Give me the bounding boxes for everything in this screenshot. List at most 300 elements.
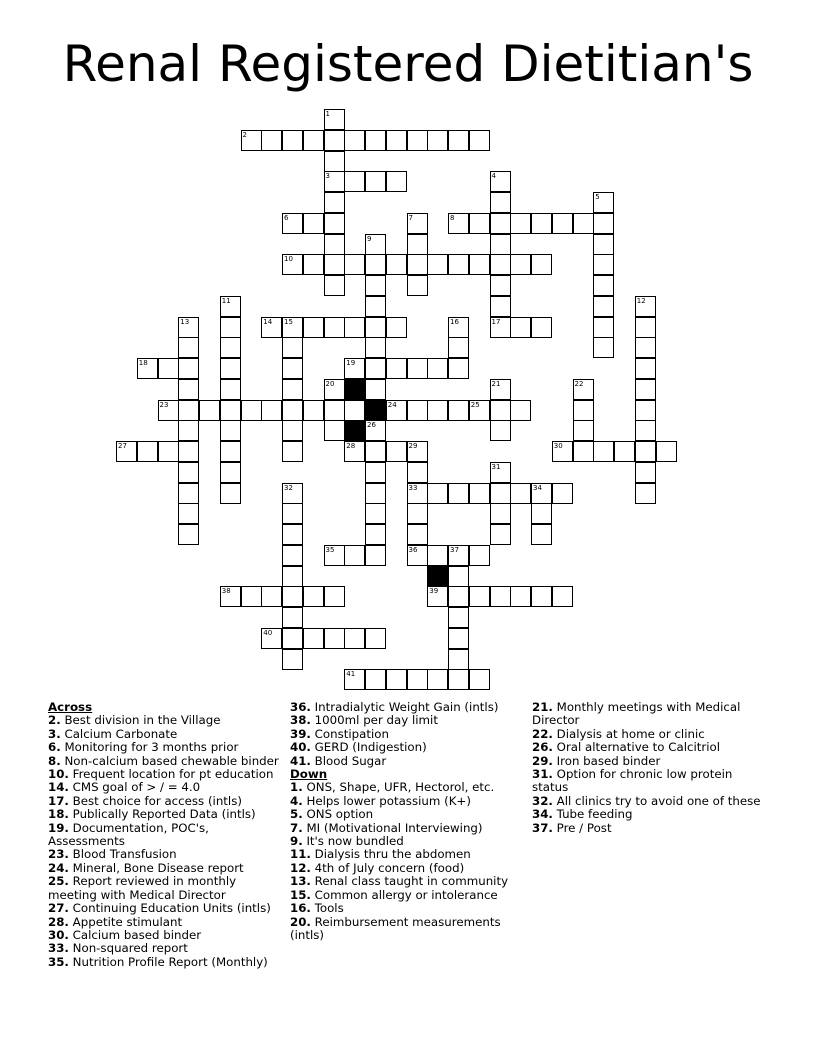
grid-cell[interactable] — [573, 213, 594, 234]
grid-cell[interactable] — [365, 317, 386, 338]
clue-number: 19 — [346, 359, 356, 367]
clue-number: 3 — [325, 172, 330, 181]
clue-number: 27 — [118, 442, 127, 450]
grid-cell[interactable] — [324, 420, 345, 441]
grid-cell[interactable] — [552, 586, 573, 607]
grid-cell[interactable] — [552, 213, 573, 234]
grid-cell[interactable] — [220, 441, 241, 462]
grid-cell[interactable] — [635, 462, 656, 483]
grid-cell[interactable] — [407, 358, 428, 379]
grid-cell[interactable] — [510, 586, 531, 607]
clue-item-text: Iron based binder — [552, 753, 661, 768]
grid-cell[interactable] — [407, 441, 428, 462]
grid-cell[interactable] — [261, 130, 282, 151]
grid-cell[interactable] — [448, 130, 469, 151]
grid-cell[interactable] — [531, 213, 552, 234]
grid-cell[interactable] — [448, 213, 469, 234]
clue-number: 41 — [346, 670, 356, 679]
grid-cell[interactable] — [324, 234, 345, 255]
clue-item-text: Monitoring for 3 months prior — [60, 740, 239, 755]
clue-number: 32 — [284, 483, 293, 492]
grid-cell[interactable] — [303, 130, 324, 151]
clue-item-number: 17. — [48, 793, 69, 808]
grid-cell[interactable] — [635, 337, 656, 358]
grid-cell[interactable] — [324, 109, 345, 130]
grid-cell[interactable] — [448, 607, 469, 628]
grid-cell[interactable] — [365, 462, 386, 483]
grid-cell[interactable] — [407, 275, 428, 296]
clue-number: 14 — [263, 317, 273, 326]
clue-item-number: 30. — [48, 927, 69, 942]
grid-cell[interactable] — [324, 213, 345, 234]
grid-cell[interactable] — [593, 192, 614, 213]
grid-cell[interactable] — [324, 254, 345, 275]
grid-cell[interactable] — [261, 400, 282, 421]
clue-number: 21 — [491, 379, 501, 388]
clue-item-number: 3. — [48, 726, 61, 741]
grid-cell[interactable] — [469, 483, 490, 504]
grid-cell[interactable] — [490, 400, 511, 421]
grid-cell[interactable] — [635, 400, 656, 421]
grid-cell[interactable] — [386, 254, 407, 275]
clue-item — [290, 835, 526, 848]
clue-column-3 — [532, 701, 772, 835]
clue-item-text: Common allergy or intolerance — [310, 887, 498, 902]
grid-cell[interactable] — [344, 317, 365, 338]
grid-cell[interactable] — [635, 379, 656, 400]
clue-item — [48, 781, 282, 794]
grid-cell[interactable] — [261, 586, 282, 607]
grid-cell[interactable] — [324, 628, 345, 649]
grid-cell[interactable] — [365, 171, 386, 192]
clue-item-number: 15. — [290, 887, 311, 902]
clue-item — [290, 728, 526, 741]
grid-cell[interactable] — [116, 441, 137, 462]
clue-item-text: Non-calcium based chewable binder — [60, 753, 279, 768]
grid-cell[interactable] — [531, 524, 552, 545]
grid-cell[interactable] — [220, 296, 241, 317]
grid-cell[interactable] — [593, 275, 614, 296]
grid-cell[interactable] — [593, 234, 614, 255]
grid-cell[interactable] — [178, 483, 199, 504]
clue-item — [48, 848, 282, 861]
grid-cell[interactable] — [593, 296, 614, 317]
clue-item — [532, 795, 772, 808]
grid-cell[interactable] — [490, 171, 511, 192]
grid-cell[interactable] — [282, 649, 303, 670]
clue-item-text: All clinics try to avoid one of these — [552, 793, 761, 808]
clue-number: 38 — [221, 587, 231, 596]
grid-cell[interactable] — [158, 358, 179, 379]
clue-item-number: 27. — [48, 901, 69, 916]
grid-cell[interactable] — [531, 503, 552, 524]
clue-item-text: GERD (Indigestion) — [310, 740, 427, 755]
grid-cell[interactable] — [365, 254, 386, 275]
clue-item — [48, 768, 282, 781]
clue-item-text: Continuing Education Units (intls) — [68, 901, 271, 916]
grid-cell[interactable] — [344, 171, 365, 192]
grid-cell[interactable] — [324, 275, 345, 296]
grid-cell[interactable] — [407, 130, 428, 151]
grid-cell[interactable] — [178, 420, 199, 441]
grid-cell[interactable] — [552, 441, 573, 462]
clue-item-number: 32. — [532, 793, 553, 808]
clue-item-text: It's now bundled — [302, 834, 404, 849]
grid-cell[interactable] — [427, 586, 448, 607]
grid-cell[interactable] — [427, 254, 448, 275]
grid-cell[interactable] — [510, 400, 531, 421]
grid-cell[interactable] — [490, 524, 511, 545]
grid-cell[interactable] — [469, 130, 490, 151]
grid-cell[interactable] — [303, 254, 324, 275]
grid-cell[interactable] — [178, 462, 199, 483]
grid-cell[interactable] — [365, 296, 386, 317]
clue-number: 26 — [367, 421, 376, 430]
grid-cell[interactable] — [448, 337, 469, 358]
clue-item-number: 41. — [290, 753, 311, 768]
grid-cell[interactable] — [386, 171, 407, 192]
grid-cell[interactable] — [448, 483, 469, 504]
grid-cell[interactable] — [448, 400, 469, 421]
grid-cell[interactable] — [324, 171, 345, 192]
black-cell — [427, 566, 448, 587]
grid-cell[interactable] — [303, 628, 324, 649]
grid-cell[interactable] — [448, 358, 469, 379]
clue-item-text: CMS goal of > / = 4.0 — [68, 780, 201, 795]
clue-number: 30 — [553, 442, 563, 450]
grid-cell[interactable] — [427, 358, 448, 379]
grid-cell[interactable] — [448, 586, 469, 607]
grid-cell[interactable] — [427, 130, 448, 151]
clue-number: 36 — [408, 545, 418, 554]
grid-cell[interactable] — [365, 628, 386, 649]
clue-item-text: Frequent location for pt education — [68, 767, 274, 782]
grid-cell[interactable] — [386, 669, 407, 690]
grid-cell[interactable] — [510, 483, 531, 504]
grid-cell[interactable] — [282, 130, 303, 151]
grid-cell[interactable] — [448, 669, 469, 690]
clue-section-heading: Across — [48, 700, 93, 714]
grid-cell[interactable] — [282, 628, 303, 649]
grid-cell[interactable] — [178, 337, 199, 358]
clue-item-number: 1. — [290, 780, 303, 795]
grid-cell[interactable] — [407, 254, 428, 275]
grid-cell[interactable] — [490, 483, 511, 504]
clue-item-text: Dialysis at home or clinic — [552, 726, 705, 741]
grid-cell[interactable] — [490, 296, 511, 317]
clue-item-text: Blood Transfusion — [68, 847, 177, 862]
grid-cell[interactable] — [261, 628, 282, 649]
grid-cell[interactable] — [635, 441, 656, 462]
grid-cell[interactable] — [407, 483, 428, 504]
grid-cell[interactable] — [324, 192, 345, 213]
grid-cell[interactable] — [365, 420, 386, 441]
grid-cell[interactable] — [448, 628, 469, 649]
clue-number: 34 — [533, 483, 542, 492]
clue-item — [48, 916, 282, 929]
grid-cell[interactable] — [324, 317, 345, 338]
grid-cell[interactable] — [407, 524, 428, 545]
grid-cell[interactable] — [282, 400, 303, 421]
grid-cell[interactable] — [178, 379, 199, 400]
grid-cell[interactable] — [490, 503, 511, 524]
clue-item-text: ONS, Shape, UFR, Hectorol, etc. — [302, 780, 495, 795]
grid-cell[interactable] — [282, 524, 303, 545]
grid-cell[interactable] — [178, 441, 199, 462]
grid-cell[interactable] — [220, 337, 241, 358]
grid-cell[interactable] — [282, 586, 303, 607]
clue-item-text: Option for chronic low protein status — [532, 767, 733, 795]
clue-item-text: Appetite stimulant — [68, 914, 183, 929]
grid-cell[interactable] — [573, 420, 594, 441]
grid-cell[interactable] — [178, 400, 199, 421]
clue-number: 10 — [284, 255, 293, 264]
clue-item — [290, 741, 526, 754]
grid-cell[interactable] — [282, 420, 303, 441]
grid-cell[interactable] — [490, 234, 511, 255]
grid-cell[interactable] — [386, 400, 407, 421]
grid-cell[interactable] — [510, 317, 531, 338]
grid-cell[interactable] — [282, 337, 303, 358]
grid-cell[interactable] — [344, 254, 365, 275]
grid-cell[interactable] — [178, 524, 199, 545]
grid-cell[interactable] — [344, 628, 365, 649]
clue-item-text: Report reviewed in monthly meeting with Medical Director — [48, 874, 237, 902]
grid-cell[interactable] — [261, 317, 282, 338]
grid-cell[interactable] — [593, 317, 614, 338]
grid-cell[interactable] — [448, 545, 469, 566]
clue-item-number: 11. — [290, 847, 311, 862]
grid-cell[interactable] — [365, 669, 386, 690]
grid-cell[interactable] — [344, 130, 365, 151]
grid-cell[interactable] — [427, 400, 448, 421]
grid-cell[interactable] — [282, 545, 303, 566]
grid-cell[interactable] — [635, 358, 656, 379]
grid-cell[interactable] — [324, 151, 345, 172]
clue-item-text: 1000ml per day limit — [310, 713, 438, 728]
grid-cell[interactable] — [324, 130, 345, 151]
grid-cell[interactable] — [490, 586, 511, 607]
grid-cell[interactable] — [365, 337, 386, 358]
grid-cell[interactable] — [344, 441, 365, 462]
clue-item-text: Blood Sugar — [310, 753, 387, 768]
grid-cell[interactable] — [282, 317, 303, 338]
grid-cell[interactable] — [531, 254, 552, 275]
grid-cell[interactable] — [241, 130, 262, 151]
grid-cell[interactable] — [282, 566, 303, 587]
grid-cell[interactable] — [241, 400, 262, 421]
grid-cell[interactable] — [448, 317, 469, 338]
grid-cell[interactable] — [386, 441, 407, 462]
grid-cell[interactable] — [303, 586, 324, 607]
grid-cell[interactable] — [407, 503, 428, 524]
clue-item-number: 34. — [532, 807, 553, 822]
grid-cell[interactable] — [220, 462, 241, 483]
grid-cell[interactable] — [282, 607, 303, 628]
grid-cell[interactable] — [469, 545, 490, 566]
grid-cell[interactable] — [469, 254, 490, 275]
grid-cell[interactable] — [303, 213, 324, 234]
clue-item — [48, 875, 282, 902]
clue-item-number: 36. — [290, 700, 311, 714]
grid-cell[interactable] — [303, 317, 324, 338]
clue-item — [532, 741, 772, 754]
grid-cell[interactable] — [365, 275, 386, 296]
clue-number: 31 — [491, 462, 501, 471]
grid-cell[interactable] — [324, 586, 345, 607]
grid-cell[interactable] — [344, 669, 365, 690]
grid-cell[interactable] — [344, 358, 365, 379]
grid-cell[interactable] — [178, 503, 199, 524]
grid-cell[interactable] — [324, 400, 345, 421]
grid-cell[interactable] — [635, 317, 656, 338]
grid-cell[interactable] — [282, 503, 303, 524]
grid-cell[interactable] — [220, 317, 241, 338]
grid-cell[interactable] — [282, 441, 303, 462]
grid-cell[interactable] — [448, 254, 469, 275]
grid-cell[interactable] — [365, 358, 386, 379]
grid-cell[interactable] — [324, 379, 345, 400]
grid-cell[interactable] — [137, 358, 158, 379]
grid-cell[interactable] — [220, 586, 241, 607]
grid-cell[interactable] — [469, 669, 490, 690]
grid-cell[interactable] — [510, 254, 531, 275]
grid-cell[interactable] — [490, 254, 511, 275]
grid-cell[interactable] — [365, 545, 386, 566]
grid-cell[interactable] — [282, 379, 303, 400]
clue-item-text: Monthly meetings with Medical Director — [532, 700, 741, 728]
grid-cell[interactable] — [490, 379, 511, 400]
grid-cell[interactable] — [469, 213, 490, 234]
clue-item — [290, 848, 526, 861]
grid-cell[interactable] — [490, 192, 511, 213]
grid-cell[interactable] — [386, 130, 407, 151]
grid-cell[interactable] — [324, 545, 345, 566]
clue-item — [290, 701, 526, 714]
clue-item-text: Dialysis thru the abdomen — [310, 847, 471, 862]
clue-number: 9 — [367, 234, 372, 243]
grid-cell[interactable] — [593, 213, 614, 234]
grid-cell[interactable] — [158, 441, 179, 462]
grid-cell[interactable] — [573, 400, 594, 421]
grid-cell[interactable] — [365, 524, 386, 545]
grid-cell[interactable] — [469, 400, 490, 421]
clue-item-number: 2. — [48, 713, 61, 728]
grid-cell[interactable] — [178, 358, 199, 379]
grid-cell[interactable] — [365, 130, 386, 151]
grid-cell[interactable] — [220, 358, 241, 379]
clue-item — [290, 808, 526, 821]
grid-cell[interactable] — [531, 586, 552, 607]
grid-cell[interactable] — [137, 441, 158, 462]
clue-number: 37 — [450, 545, 459, 554]
grid-cell[interactable] — [490, 420, 511, 441]
grid-cell[interactable] — [365, 483, 386, 504]
grid-cell[interactable] — [344, 545, 365, 566]
grid-cell[interactable] — [220, 420, 241, 441]
grid-cell[interactable] — [282, 358, 303, 379]
grid-cell[interactable] — [531, 483, 552, 504]
clue-item — [290, 862, 526, 875]
clue-item — [290, 916, 526, 943]
grid-cell[interactable] — [365, 234, 386, 255]
clue-number: 8 — [450, 213, 455, 222]
grid-cell[interactable] — [448, 649, 469, 670]
clue-number: 33 — [408, 483, 418, 492]
clue-item — [48, 956, 282, 969]
grid-cell[interactable] — [490, 317, 511, 338]
clue-number: 1 — [325, 110, 330, 118]
grid-cell[interactable] — [490, 462, 511, 483]
grid-cell[interactable] — [427, 545, 448, 566]
grid-cell[interactable] — [593, 441, 614, 462]
grid-cell[interactable] — [407, 669, 428, 690]
grid-cell[interactable] — [490, 275, 511, 296]
grid-cell[interactable] — [531, 317, 552, 338]
grid-cell[interactable] — [199, 400, 220, 421]
grid-cell[interactable] — [386, 358, 407, 379]
clue-section-heading: Down — [290, 767, 328, 782]
grid-cell[interactable] — [365, 503, 386, 524]
clue-item-text: Tools — [310, 901, 344, 916]
grid-cell[interactable] — [635, 296, 656, 317]
grid-cell[interactable] — [427, 669, 448, 690]
grid-cell[interactable] — [656, 441, 677, 462]
grid-cell[interactable] — [407, 545, 428, 566]
grid-cell[interactable] — [282, 213, 303, 234]
clue-item — [290, 875, 526, 888]
grid-cell[interactable] — [365, 379, 386, 400]
clue-item-text: Mineral, Bone Disease report — [68, 860, 244, 875]
grid-cell[interactable] — [407, 213, 428, 234]
grid-cell[interactable] — [407, 400, 428, 421]
clue-number: 28 — [346, 442, 356, 450]
grid-cell[interactable] — [469, 586, 490, 607]
clue-item-number: 8. — [48, 753, 61, 768]
grid-cell[interactable] — [593, 254, 614, 275]
grid-cell[interactable] — [241, 586, 262, 607]
grid-cell[interactable] — [490, 213, 511, 234]
grid-cell[interactable] — [282, 483, 303, 504]
black-cell — [365, 400, 386, 421]
grid-cell[interactable] — [365, 441, 386, 462]
grid-cell[interactable] — [510, 213, 531, 234]
grid-cell[interactable] — [614, 441, 635, 462]
grid-cell[interactable] — [635, 420, 656, 441]
grid-cell[interactable] — [407, 234, 428, 255]
grid-cell[interactable] — [282, 254, 303, 275]
grid-cell[interactable] — [344, 400, 365, 421]
grid-cell[interactable] — [635, 483, 656, 504]
grid-cell[interactable] — [573, 379, 594, 400]
grid-cell[interactable] — [220, 483, 241, 504]
clue-number: 40 — [263, 628, 273, 637]
grid-cell[interactable] — [158, 400, 179, 421]
grid-cell[interactable] — [448, 566, 469, 587]
grid-cell[interactable] — [593, 337, 614, 358]
grid-cell[interactable] — [386, 317, 407, 338]
grid-cell[interactable] — [303, 400, 324, 421]
grid-cell[interactable] — [220, 379, 241, 400]
grid-cell[interactable] — [220, 400, 241, 421]
grid-cell[interactable] — [427, 483, 448, 504]
clue-item — [48, 728, 282, 741]
grid-cell[interactable] — [178, 317, 199, 338]
black-cell — [344, 379, 365, 400]
grid-cell[interactable] — [573, 441, 594, 462]
grid-cell[interactable] — [552, 483, 573, 504]
grid-cell[interactable] — [407, 462, 428, 483]
